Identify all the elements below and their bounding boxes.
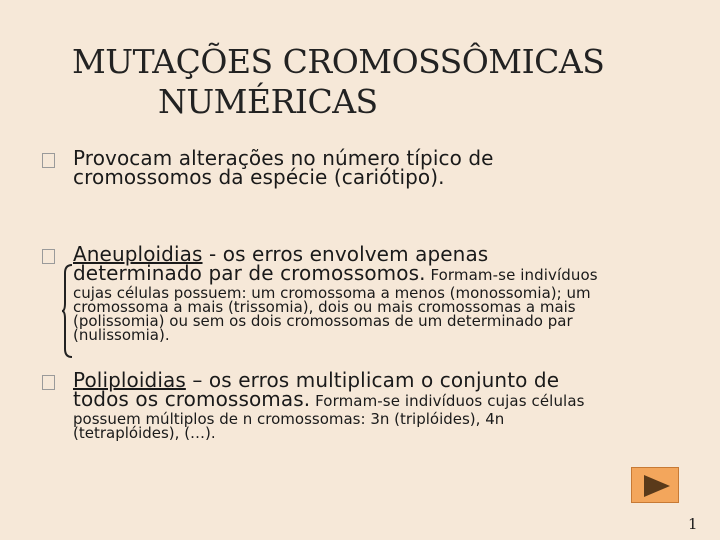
bullet-1-line-2: cromossomos da espécie (cariótipo). xyxy=(73,165,445,189)
bullet-3-line-2-small: Formam-se indivíduos cujas células xyxy=(310,392,585,410)
square-bullet-icon xyxy=(42,249,55,264)
square-bullet-icon xyxy=(42,153,55,168)
bullet-1-text xyxy=(73,146,494,189)
bullet-1-line-1: Provocam alterações no número típico de xyxy=(73,146,494,170)
bullet-2-line-2: determinado par de cromossomos. xyxy=(73,261,426,285)
bullet-3-line-1: – os erros multiplicam o conjunto de xyxy=(185,368,560,392)
bullet-3-line-2: todos os cromossomas. xyxy=(73,387,311,411)
bullet-3-text xyxy=(73,368,585,442)
square-bullet-icon xyxy=(42,375,55,390)
bullet-2-text xyxy=(73,242,598,344)
next-slide-button[interactable] xyxy=(631,467,679,503)
bullet-2-detail-line: (polissomia) ou sem os dois cromossomas de um determinado par xyxy=(73,312,573,330)
title-line-2: NUMÉRICAS xyxy=(158,82,378,121)
bullet-2-line-1: - os erros envolvem apenas xyxy=(202,242,489,266)
bullet-2-line-2-small: Formam-se indivíduos xyxy=(425,266,598,284)
bullet-3-detail-line: (tetraplóides), (…). xyxy=(73,424,216,442)
bullet-2-detail-line: cromossoma a mais (trissomia), dois ou mais cromossomas a mais xyxy=(73,298,576,316)
play-triangle-icon xyxy=(641,474,671,498)
page-number: 1 xyxy=(688,515,698,533)
bullet-3-detail-line: possuem múltiplos de n cromossomas: 3n (triplóides), 4n xyxy=(73,410,505,428)
bullet-2-detail-line: cujas células possuem: um cromossoma a menos (monossomia); um xyxy=(73,284,591,302)
bracket-icon xyxy=(61,263,75,359)
poliploidias-link[interactable]: Poliploidias xyxy=(73,368,186,392)
title-line-1: MUTAÇÕES CROMOSSÔMICAS xyxy=(72,42,605,81)
slide-title xyxy=(72,42,672,122)
aneuploidias-link[interactable]: Aneuploidias xyxy=(73,242,203,266)
bullet-2-detail-line: (nulissomia). xyxy=(73,326,170,344)
